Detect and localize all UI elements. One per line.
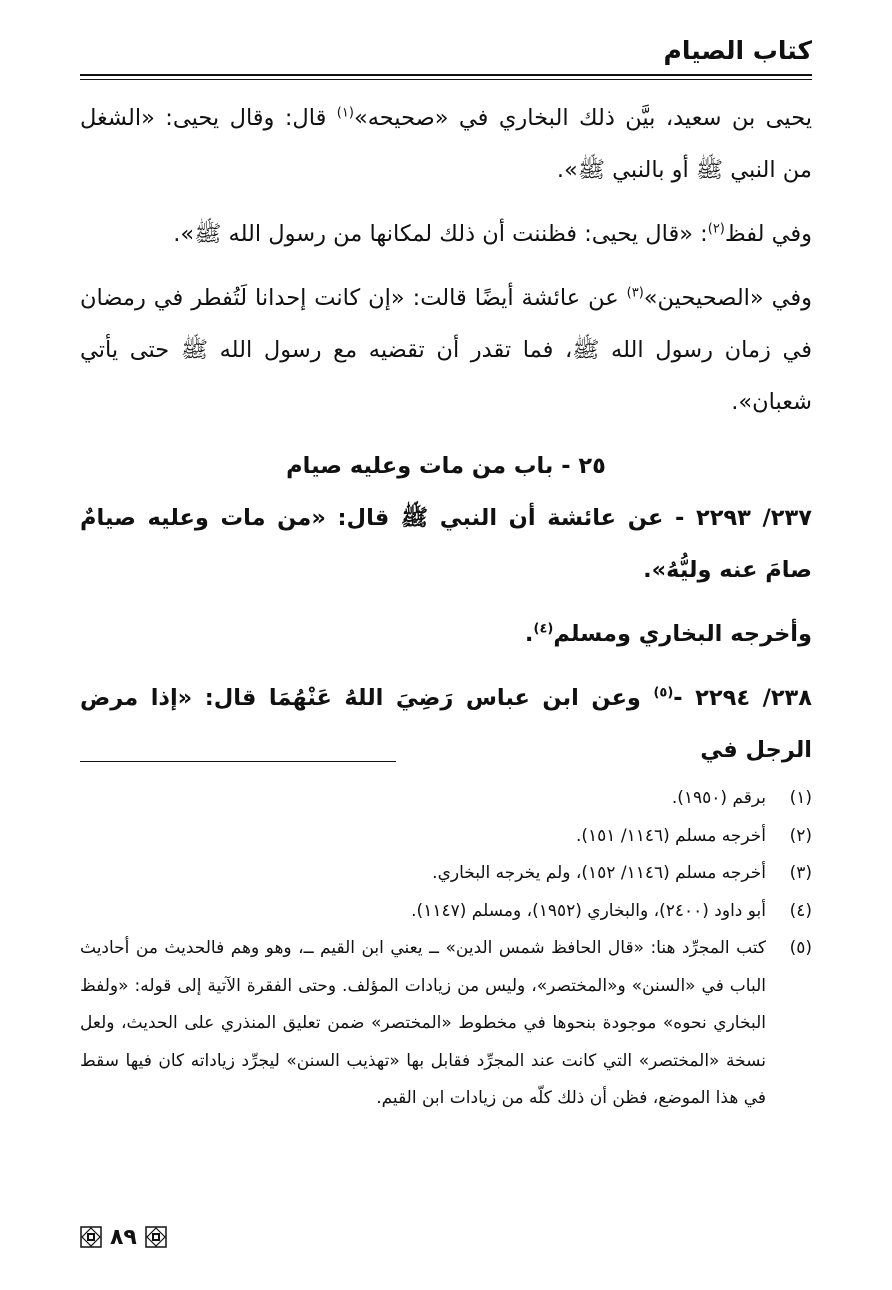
ornament-icon [80, 1226, 102, 1248]
footnote-number: (٢) [789, 825, 812, 846]
paragraph-3-text-b: عن عائشة أيضًا قالت: «إن كانت إحدانا لَتُفطر في رمضان في زمان رسول الله ﷺ، فما تقدر أن تقضيه مع رسول الله ﷺ حتى يأتي شعبان». [80, 285, 812, 415]
footnote-text: أبو داود (٢٤٠٠)، والبخاري (١٩٥٢)، ومسلم (١١٤٧). [411, 900, 766, 921]
footnote-number: (٤) [789, 900, 812, 921]
paragraph-1 [80, 92, 812, 196]
footnote-separator [80, 761, 396, 762]
running-header [80, 34, 812, 72]
footnote [80, 893, 812, 931]
footnote-ref-4: (٤) [533, 621, 554, 637]
footnote-text: كتب المجرِّد هنا: «قال الحافظ شمس الدين» ــ يعني ابن القيم ــ، وهو وهم فالحديث من أحاديث الباب في «السنن» و«المختصر»، وليس من زيادات المؤلف. وحتى الفقرة الآتية إلى قوله: «ولفظ البخاري نحوه» موجودة بنحوها في مخطوط «المختصر» ضمن تعليق المنذري على الحديث، ولعل نسخة «المختصر» التي كانت عند المجرِّد فقابل بها «تهذيب السنن» ليجرِّد زياداته كان فيها سقط في هذا الموضع، فظن أن ذلك كلّه من زيادات ابن القيم. [80, 938, 766, 1108]
footnote-ref-3: (٣) [626, 285, 644, 301]
hadith-238-text: وعن ابن عباس رَضِيَ اللهُ عَنْهُمَا قال: «إذا مرض الرجل في [80, 685, 812, 763]
paragraph-3-text-a: وفي «الصحيحين» [643, 285, 812, 311]
footnote-text: أخرجه مسلم (١١٤٦/ ١٥١). [575, 825, 766, 846]
header-title: كتاب الصيام [663, 36, 812, 65]
footnote [80, 855, 812, 893]
footnote [80, 930, 812, 1118]
takhrij-text: وأخرجه البخاري ومسلم [553, 621, 812, 647]
ornament-icon [145, 1226, 167, 1248]
footnote-ref-1: (١) [336, 105, 354, 121]
paragraph-1-text-b: قال: وقال يحيى: «الشغل من النبي ﷺ أو بالنبي ﷺ». [80, 105, 812, 183]
footnote-ref-2: (٢) [707, 221, 725, 237]
page-folio [80, 1222, 167, 1252]
paragraph-2 [80, 208, 812, 260]
takhrij-end: . [524, 621, 534, 647]
hadith-238-number: ٢٣٨/ ٢٢٩٤ - [673, 685, 813, 711]
footnote-number: (١) [789, 788, 812, 808]
paragraph-3 [80, 272, 812, 428]
paragraph-1-text-a: يحيى بن سعيد، بيَّن ذلك البخاري في «صحيحه» [353, 105, 812, 131]
page-number: ٨٩ [110, 1224, 137, 1250]
footnote-number: (٣) [789, 863, 812, 883]
hadith-237: ٢٣٧/ ٢٢٩٣ - عن عائشة أن النبي ﷺ قال: «من مات وعليه صيامٌ صامَ عنه وليُّهُ». [80, 505, 812, 583]
footnote-text: برقم (١٩٥٠). [671, 788, 766, 808]
footnote [80, 818, 812, 856]
footnotes [80, 780, 812, 1118]
takhrij-line [80, 608, 812, 660]
footnote-ref-5: (٥) [653, 685, 674, 701]
chapter-heading: ٢٥ - باب من مات وعليه صيام [286, 453, 606, 479]
paragraph-2-text-a: وفي لفظ [724, 221, 812, 247]
main-text [80, 92, 812, 776]
header-rule-thin [80, 79, 812, 80]
footnote-text: أخرجه مسلم (١١٤٦/ ١٥٢)، ولم يخرجه البخاري. [432, 863, 766, 883]
paragraph-2-text-b: : «قال يحيى: فظننت أن ذلك لمكانها من رسول الله ﷺ». [173, 221, 708, 247]
footnote-number: (٥) [789, 938, 812, 958]
footnote [80, 780, 812, 818]
header-rule-thick [80, 74, 812, 76]
